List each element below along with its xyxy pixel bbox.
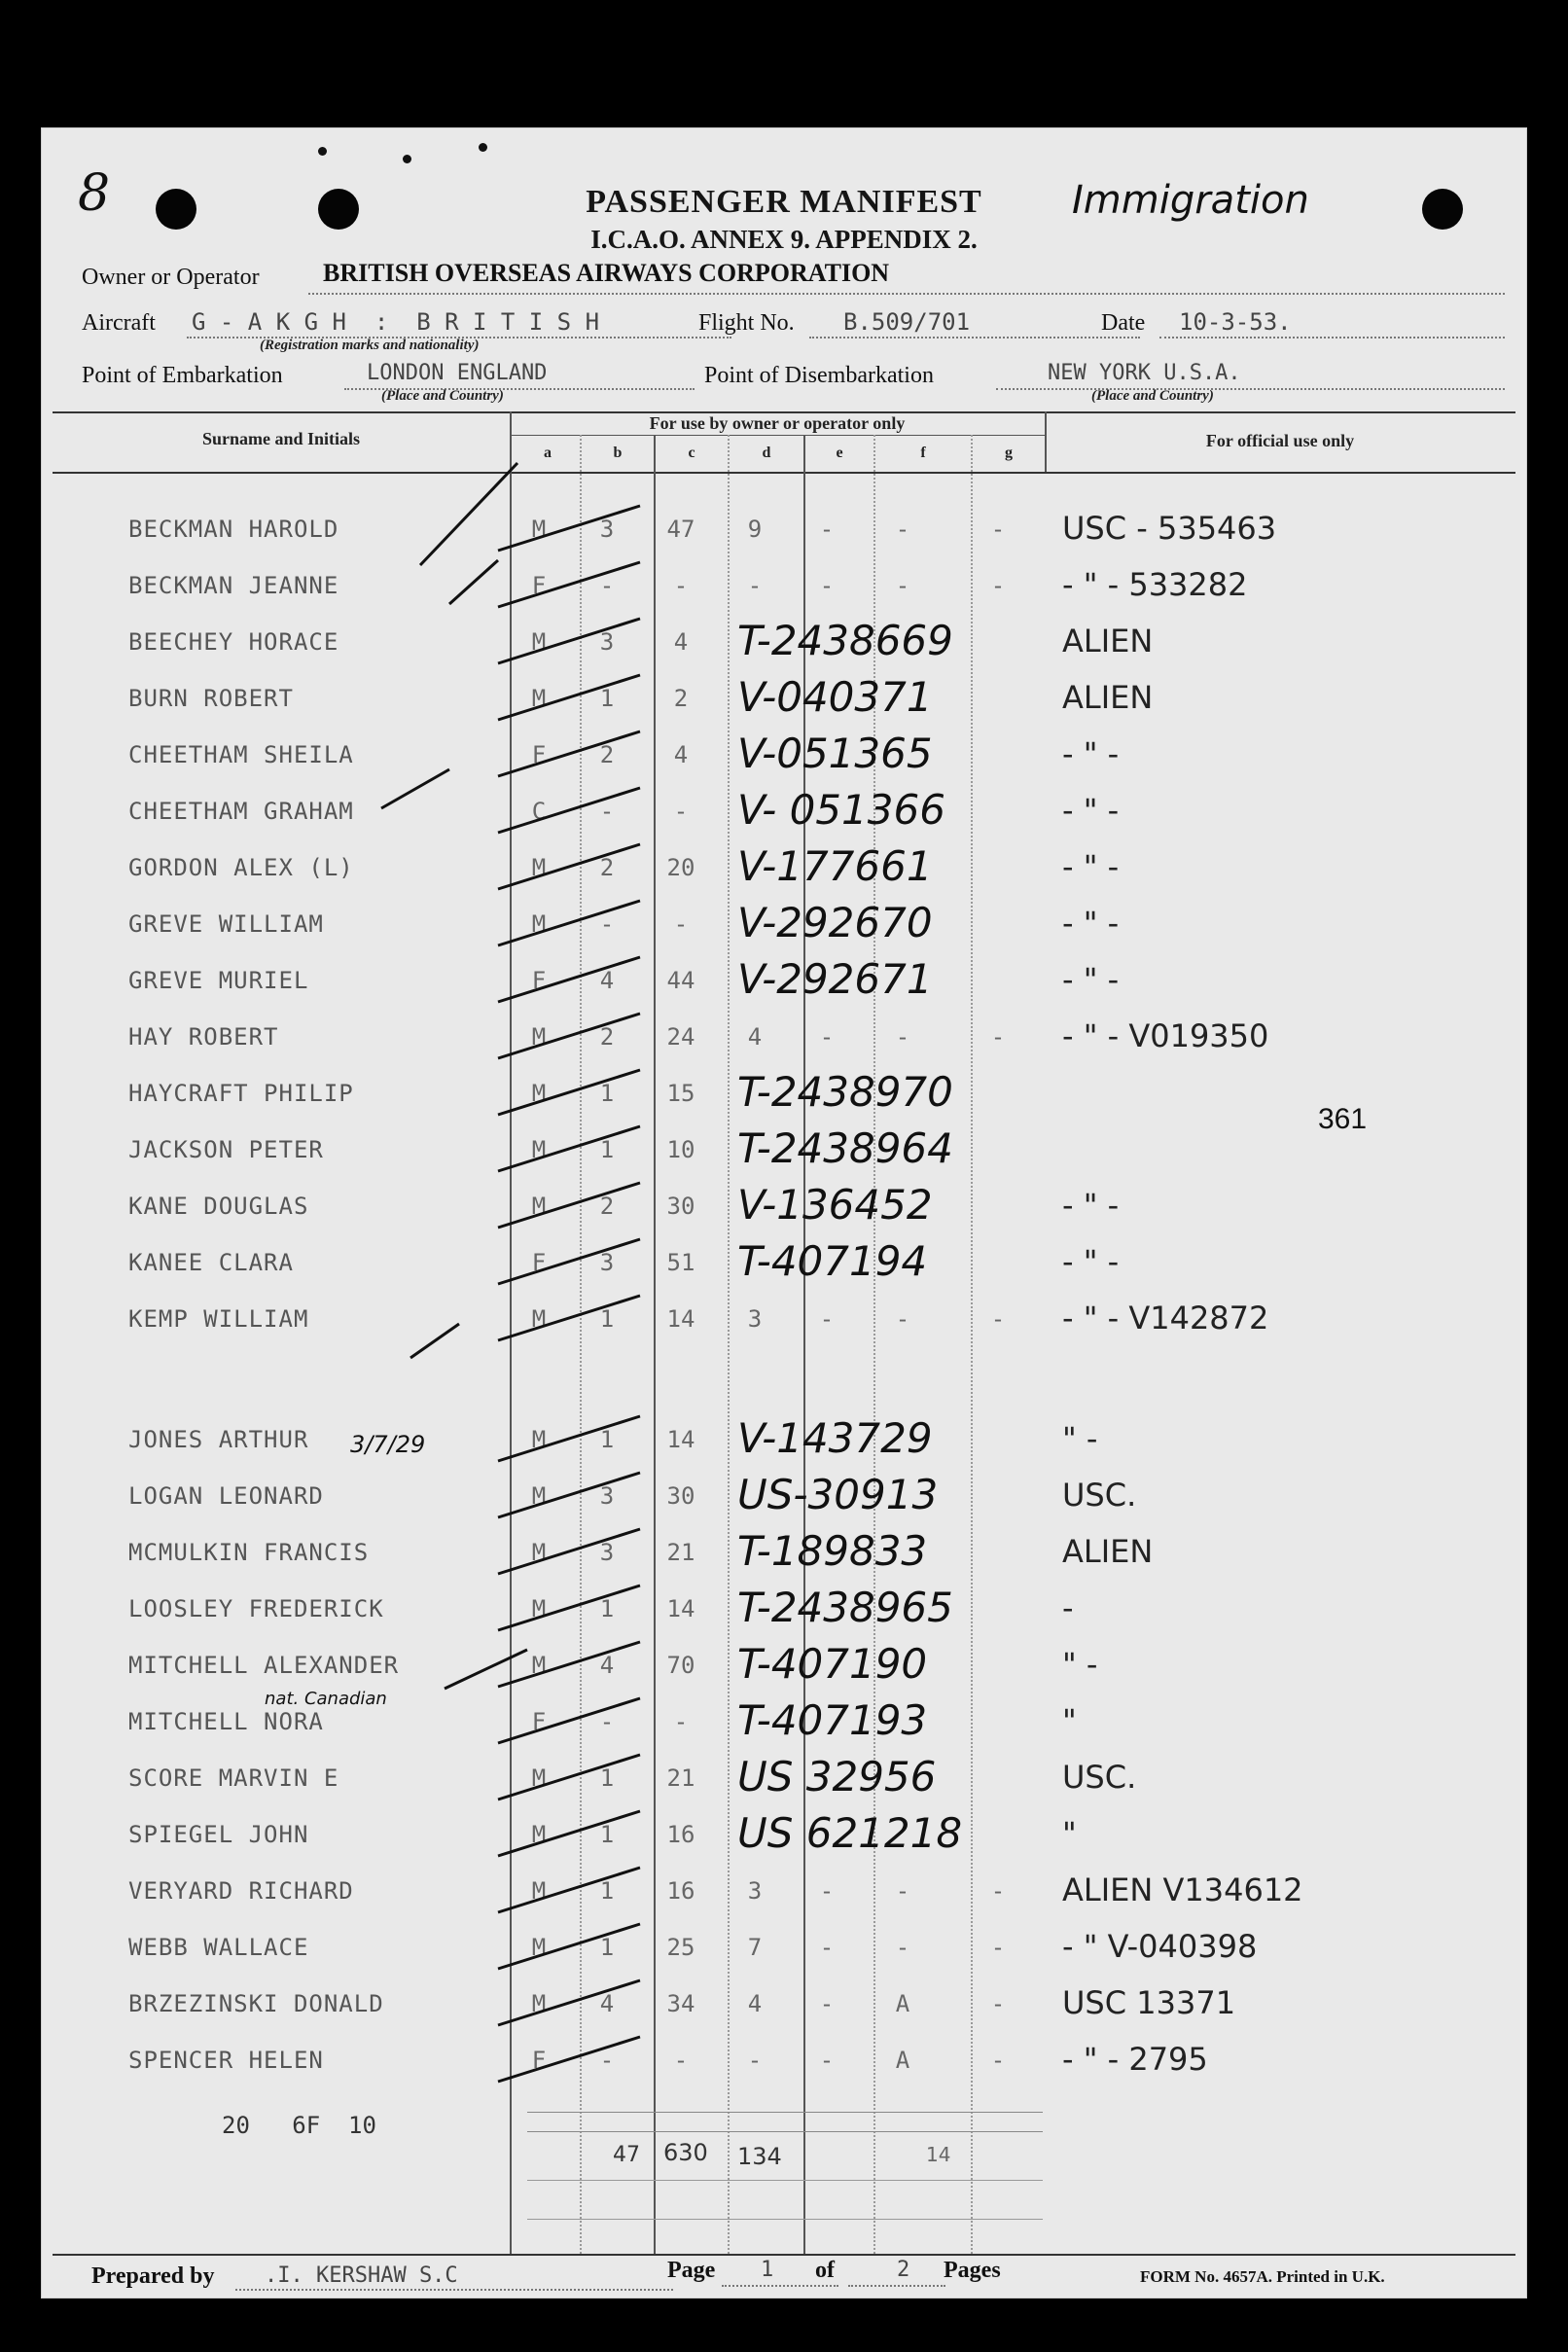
passenger-name: BEECHEY HORACE bbox=[128, 628, 339, 656]
of-label: of bbox=[815, 2258, 835, 2283]
cell-c: 30 bbox=[666, 1482, 695, 1510]
handwritten-visa-number: V- 051366 bbox=[737, 786, 945, 834]
cell-b: 4 bbox=[599, 967, 615, 994]
cell-c: 30 bbox=[666, 1193, 695, 1220]
cell-a: F bbox=[531, 1708, 547, 1735]
passenger-name: CHEETHAM GRAHAM bbox=[128, 798, 354, 825]
cell-d: 4 bbox=[747, 1023, 763, 1051]
sub-col-f: f bbox=[920, 445, 926, 461]
handwritten-visa-number: V-136452 bbox=[737, 1181, 933, 1229]
handwritten-visa-number: T-2438965 bbox=[737, 1584, 953, 1631]
cell-b: 1 bbox=[599, 1136, 615, 1163]
aircraft-value: G - A K G H : B R I T I S H bbox=[192, 308, 600, 336]
cell-e: - bbox=[819, 1023, 835, 1051]
cell-g: - bbox=[990, 1023, 1006, 1051]
cell-a: M bbox=[531, 854, 547, 881]
cell-c: 21 bbox=[666, 1539, 695, 1566]
cell-b: 2 bbox=[599, 741, 615, 768]
passenger-name: SPIEGEL JOHN bbox=[128, 1821, 309, 1848]
document-title: PASSENGER MANIFEST bbox=[586, 184, 982, 220]
passenger-name: WEBB WALLACE bbox=[128, 1934, 309, 1961]
official-use-entry: ALIEN bbox=[1062, 623, 1154, 659]
pages-label: Pages bbox=[944, 2258, 1001, 2283]
corner-mark: 8 bbox=[78, 164, 111, 223]
cell-a: C bbox=[531, 798, 547, 825]
handwritten-visa-number: V-040371 bbox=[737, 673, 933, 721]
disembarkation-label: Point of Disembarkation bbox=[704, 363, 934, 388]
cell-a: M bbox=[531, 1934, 547, 1961]
passenger-name: LOGAN LEONARD bbox=[128, 1482, 324, 1510]
cell-b: 2 bbox=[599, 1023, 615, 1051]
official-use-entry: USC 13371 bbox=[1062, 1984, 1236, 2021]
mitchell-note: nat. Canadian bbox=[265, 1689, 387, 1709]
embarkation-note: (Place and Country) bbox=[381, 388, 504, 404]
pen-stroke bbox=[420, 463, 517, 565]
cell-b: 2 bbox=[599, 1193, 615, 1220]
cell-d: - bbox=[747, 572, 763, 599]
cell-c: 70 bbox=[666, 1652, 695, 1679]
cell-b: 1 bbox=[599, 1934, 615, 1961]
summary-code: 20 6F 10 bbox=[222, 2112, 376, 2139]
handwritten-visa-number: T-407190 bbox=[737, 1640, 928, 1688]
cell-d: 3 bbox=[747, 1877, 763, 1905]
passenger-name: CHEETHAM SHEILA bbox=[128, 741, 354, 768]
official-use-entry: - " - V142872 bbox=[1062, 1300, 1269, 1336]
cell-b: - bbox=[599, 910, 615, 938]
official-use-entry: - bbox=[1062, 1589, 1074, 1626]
sub-col-a: a bbox=[544, 445, 552, 461]
cell-c: 44 bbox=[666, 967, 695, 994]
owner-label: Owner or Operator bbox=[82, 265, 260, 290]
pen-stroke bbox=[410, 1324, 459, 1358]
cell-a: F bbox=[531, 2047, 547, 2074]
official-use-entry: USC. bbox=[1062, 1759, 1137, 1796]
cell-a: M bbox=[531, 910, 547, 938]
sub-col-g: g bbox=[1005, 445, 1013, 461]
cell-d: - bbox=[747, 2047, 763, 2074]
cell-b: 3 bbox=[599, 1249, 615, 1276]
total-c: 630 bbox=[663, 2139, 708, 2166]
official-use-entry: - " - bbox=[1062, 1243, 1120, 1280]
handwritten-visa-number: US 32956 bbox=[737, 1753, 937, 1800]
cell-f: A bbox=[895, 1990, 910, 2017]
handwritten-visa-number: V-051365 bbox=[737, 730, 933, 777]
cell-a: M bbox=[531, 1136, 547, 1163]
cell-c: - bbox=[673, 572, 689, 599]
cell-e: - bbox=[819, 2047, 835, 2074]
cell-a: M bbox=[531, 1877, 547, 1905]
col-official-use: For official use only bbox=[1205, 431, 1355, 450]
sub-col-b: b bbox=[613, 445, 623, 461]
official-use-entry: " - bbox=[1062, 1420, 1098, 1457]
handwritten-visa-number: T-189833 bbox=[737, 1527, 928, 1575]
cell-b: - bbox=[599, 1708, 615, 1735]
official-use-entry: " - bbox=[1062, 1646, 1098, 1683]
cell-a: M bbox=[531, 1193, 547, 1220]
cell-a: M bbox=[531, 1305, 547, 1333]
disembarkation-value: NEW YORK U.S.A. bbox=[1048, 361, 1241, 385]
flight-label: Flight No. bbox=[698, 310, 795, 336]
date-label: Date bbox=[1101, 310, 1146, 336]
cell-d: 4 bbox=[747, 1990, 763, 2017]
cell-b: 4 bbox=[599, 1990, 615, 2017]
cell-b: 1 bbox=[599, 1764, 615, 1792]
cell-a: M bbox=[531, 1080, 547, 1107]
cell-g: - bbox=[990, 1305, 1006, 1333]
sub-col-d: d bbox=[762, 445, 771, 461]
passenger-name: GORDON ALEX (L) bbox=[128, 854, 354, 881]
date-value: 10-3-53. bbox=[1179, 308, 1292, 336]
owner-value: BRITISH OVERSEAS AIRWAYS CORPORATION bbox=[323, 259, 890, 287]
passenger-name: MITCHELL ALEXANDER bbox=[128, 1652, 400, 1679]
cell-c: 51 bbox=[666, 1249, 695, 1276]
passenger-name: SCORE MARVIN E bbox=[128, 1764, 339, 1792]
pen-stroke bbox=[449, 560, 498, 604]
total-pages: 2 bbox=[897, 2258, 910, 2282]
col-surname: Surname and Initials bbox=[201, 429, 361, 448]
passenger-name: GREVE WILLIAM bbox=[128, 910, 324, 938]
cell-e: - bbox=[819, 1990, 835, 2017]
cell-b: 3 bbox=[599, 628, 615, 656]
cell-c: 47 bbox=[666, 516, 695, 543]
passenger-name: MCMULKIN FRANCIS bbox=[128, 1539, 370, 1566]
passenger-name: BRZEZINSKI DONALD bbox=[128, 1990, 384, 2017]
cell-b: 1 bbox=[599, 1305, 615, 1333]
handwritten-visa-number: T-2438964 bbox=[737, 1124, 953, 1172]
handwritten-visa-number: US 621218 bbox=[737, 1809, 963, 1857]
passenger-name: HAYCRAFT PHILIP bbox=[128, 1080, 354, 1107]
cell-b: - bbox=[599, 2047, 615, 2074]
official-use-entry: ALIEN V134612 bbox=[1062, 1871, 1303, 1908]
disembarkation-note: (Place and Country) bbox=[1091, 388, 1214, 404]
form-number: FORM No. 4657A. Printed in U.K. bbox=[1140, 2267, 1385, 2286]
cell-f: - bbox=[895, 1023, 910, 1051]
handwritten-visa-number: V-177661 bbox=[737, 842, 933, 890]
passenger-name: HAY ROBERT bbox=[128, 1023, 279, 1051]
cell-e: - bbox=[819, 1877, 835, 1905]
jones-date-note: 3/7/29 bbox=[350, 1431, 426, 1458]
handwritten-visa-number: V-292671 bbox=[737, 955, 933, 1003]
cell-c: 20 bbox=[666, 854, 695, 881]
cell-b: 4 bbox=[599, 1652, 615, 1679]
passenger-name: KANEE CLARA bbox=[128, 1249, 294, 1276]
total-f: 14 bbox=[926, 2143, 951, 2166]
cell-f: - bbox=[895, 1877, 910, 1905]
official-use-entry: - " - bbox=[1062, 905, 1120, 942]
official-use-entry: USC - 535463 bbox=[1062, 510, 1277, 547]
document-subtitle: I.C.A.O. ANNEX 9. APPENDIX 2. bbox=[590, 225, 978, 254]
cell-d: 3 bbox=[747, 1305, 763, 1333]
cell-b: 1 bbox=[599, 685, 615, 712]
cell-e: - bbox=[819, 1305, 835, 1333]
margin-number: 361 bbox=[1318, 1103, 1368, 1135]
cell-d: 7 bbox=[747, 1934, 763, 1961]
cell-f: - bbox=[895, 1934, 910, 1961]
official-use-entry: ALIEN bbox=[1062, 679, 1154, 716]
cell-d: 9 bbox=[747, 516, 763, 543]
cell-a: M bbox=[531, 685, 547, 712]
cell-c: - bbox=[673, 910, 689, 938]
handwritten-note: Immigration bbox=[1072, 178, 1309, 223]
official-use-entry: - " - 533282 bbox=[1062, 566, 1248, 603]
passenger-name: SPENCER HELEN bbox=[128, 2047, 324, 2074]
cell-a: F bbox=[531, 1249, 547, 1276]
cell-a: M bbox=[531, 1652, 547, 1679]
cell-b: 3 bbox=[599, 1482, 615, 1510]
official-use-entry: - " - V019350 bbox=[1062, 1017, 1269, 1054]
sub-col-c: c bbox=[688, 445, 695, 461]
cell-c: 14 bbox=[666, 1426, 695, 1453]
ink-speck bbox=[318, 147, 327, 156]
cell-e: - bbox=[819, 1934, 835, 1961]
cell-c: 14 bbox=[666, 1305, 695, 1333]
embarkation-label: Point of Embarkation bbox=[82, 363, 283, 388]
passenger-name: BURN ROBERT bbox=[128, 685, 294, 712]
cell-b: 1 bbox=[599, 1821, 615, 1848]
cell-a: M bbox=[531, 1482, 547, 1510]
passenger-name: JONES ARTHUR bbox=[128, 1426, 309, 1453]
cell-a: M bbox=[531, 1821, 547, 1848]
official-use-entry: " bbox=[1062, 1815, 1077, 1852]
cell-c: 4 bbox=[673, 628, 689, 656]
embarkation-value: LONDON ENGLAND bbox=[367, 361, 548, 385]
passenger-name: MITCHELL NORA bbox=[128, 1708, 324, 1735]
cell-g: - bbox=[990, 1877, 1006, 1905]
cell-a: M bbox=[531, 1023, 547, 1051]
aircraft-note: (Registration marks and nationality) bbox=[260, 338, 480, 353]
cell-c: 14 bbox=[666, 1595, 695, 1622]
handwritten-visa-number: T-2438669 bbox=[737, 617, 953, 664]
official-use-entry: - " - bbox=[1062, 1187, 1120, 1224]
handwritten-visa-number: T-2438970 bbox=[737, 1068, 953, 1116]
cell-a: F bbox=[531, 741, 547, 768]
ink-speck bbox=[403, 155, 411, 163]
cell-b: - bbox=[599, 798, 615, 825]
passenger-name: VERYARD RICHARD bbox=[128, 1877, 354, 1905]
cell-c: 16 bbox=[666, 1821, 695, 1848]
passenger-name: BECKMAN JEANNE bbox=[128, 572, 339, 599]
cell-f: - bbox=[895, 516, 910, 543]
cell-b: 1 bbox=[599, 1877, 615, 1905]
cell-e: - bbox=[819, 516, 835, 543]
total-b: 47 bbox=[613, 2143, 640, 2167]
official-use-entry: ALIEN bbox=[1062, 1533, 1154, 1570]
cell-g: - bbox=[990, 1934, 1006, 1961]
sub-col-e: e bbox=[836, 445, 843, 461]
official-use-entry: - " V-040398 bbox=[1062, 1928, 1258, 1965]
official-use-entry: - " - bbox=[1062, 961, 1120, 998]
cell-f: A bbox=[895, 2047, 910, 2074]
cell-a: M bbox=[531, 1595, 547, 1622]
cell-a: M bbox=[531, 516, 547, 543]
manifest-sheet bbox=[41, 127, 1527, 2299]
handwritten-visa-number: T-407193 bbox=[737, 1696, 928, 1744]
ink-speck bbox=[479, 143, 487, 152]
cell-f: - bbox=[895, 1305, 910, 1333]
cell-c: 15 bbox=[666, 1080, 695, 1107]
cell-f: - bbox=[895, 572, 910, 599]
cell-c: 25 bbox=[666, 1934, 695, 1961]
cell-b: 3 bbox=[599, 1539, 615, 1566]
prepared-value: .I. KERSHAW S.C bbox=[265, 2263, 458, 2288]
cell-c: - bbox=[673, 798, 689, 825]
cell-b: 3 bbox=[599, 516, 615, 543]
cell-c: 24 bbox=[666, 1023, 695, 1051]
passenger-name: JACKSON PETER bbox=[128, 1136, 324, 1163]
cell-c: 2 bbox=[673, 685, 689, 712]
passenger-name: KANE DOUGLAS bbox=[128, 1193, 309, 1220]
passenger-name: BECKMAN HAROLD bbox=[128, 516, 339, 543]
cell-c: 4 bbox=[673, 741, 689, 768]
cell-a: F bbox=[531, 572, 547, 599]
cell-c: 34 bbox=[666, 1990, 695, 2017]
total-d: 134 bbox=[737, 2143, 782, 2170]
cell-c: 21 bbox=[666, 1764, 695, 1792]
cell-c: 10 bbox=[666, 1136, 695, 1163]
official-use-entry: " bbox=[1062, 1702, 1077, 1739]
handwritten-visa-number: V-143729 bbox=[737, 1414, 933, 1462]
cell-g: - bbox=[990, 1990, 1006, 2017]
cell-c: - bbox=[673, 2047, 689, 2074]
page-label: Page bbox=[667, 2258, 716, 2283]
cell-b: 1 bbox=[599, 1595, 615, 1622]
cell-c: 16 bbox=[666, 1877, 695, 1905]
handwritten-visa-number: US-30913 bbox=[737, 1471, 939, 1518]
cell-g: - bbox=[990, 2047, 1006, 2074]
cell-a: M bbox=[531, 1764, 547, 1792]
official-use-entry: - " - bbox=[1062, 792, 1120, 829]
handwritten-visa-number: V-292670 bbox=[737, 899, 933, 946]
passenger-name: KEMP WILLIAM bbox=[128, 1305, 309, 1333]
page-value: 1 bbox=[761, 2258, 774, 2282]
cell-g: - bbox=[990, 516, 1006, 543]
cell-a: F bbox=[531, 967, 547, 994]
col-owner-use: For use by owner or operator only bbox=[649, 413, 906, 433]
cell-e: - bbox=[819, 572, 835, 599]
cell-g: - bbox=[990, 572, 1006, 599]
cell-a: M bbox=[531, 628, 547, 656]
aircraft-label: Aircraft bbox=[82, 310, 156, 336]
prepared-label: Prepared by bbox=[91, 2263, 215, 2289]
cell-a: M bbox=[531, 1539, 547, 1566]
cell-b: 1 bbox=[599, 1080, 615, 1107]
official-use-entry: - " - 2795 bbox=[1062, 2041, 1208, 2078]
cell-a: M bbox=[531, 1990, 547, 2017]
flight-value: B.509/701 bbox=[843, 308, 971, 336]
handwritten-visa-number: T-407194 bbox=[737, 1237, 928, 1285]
official-use-entry: - " - bbox=[1062, 848, 1120, 885]
cell-b: 1 bbox=[599, 1426, 615, 1453]
passenger-name: GREVE MURIEL bbox=[128, 967, 309, 994]
cell-a: M bbox=[531, 1426, 547, 1453]
pen-stroke bbox=[381, 769, 449, 808]
official-use-entry: - " - bbox=[1062, 735, 1120, 772]
cell-b: 2 bbox=[599, 854, 615, 881]
official-use-entry: USC. bbox=[1062, 1477, 1137, 1514]
cell-c: - bbox=[673, 1708, 689, 1735]
cell-b: - bbox=[599, 572, 615, 599]
passenger-name: LOOSLEY FREDERICK bbox=[128, 1595, 384, 1622]
